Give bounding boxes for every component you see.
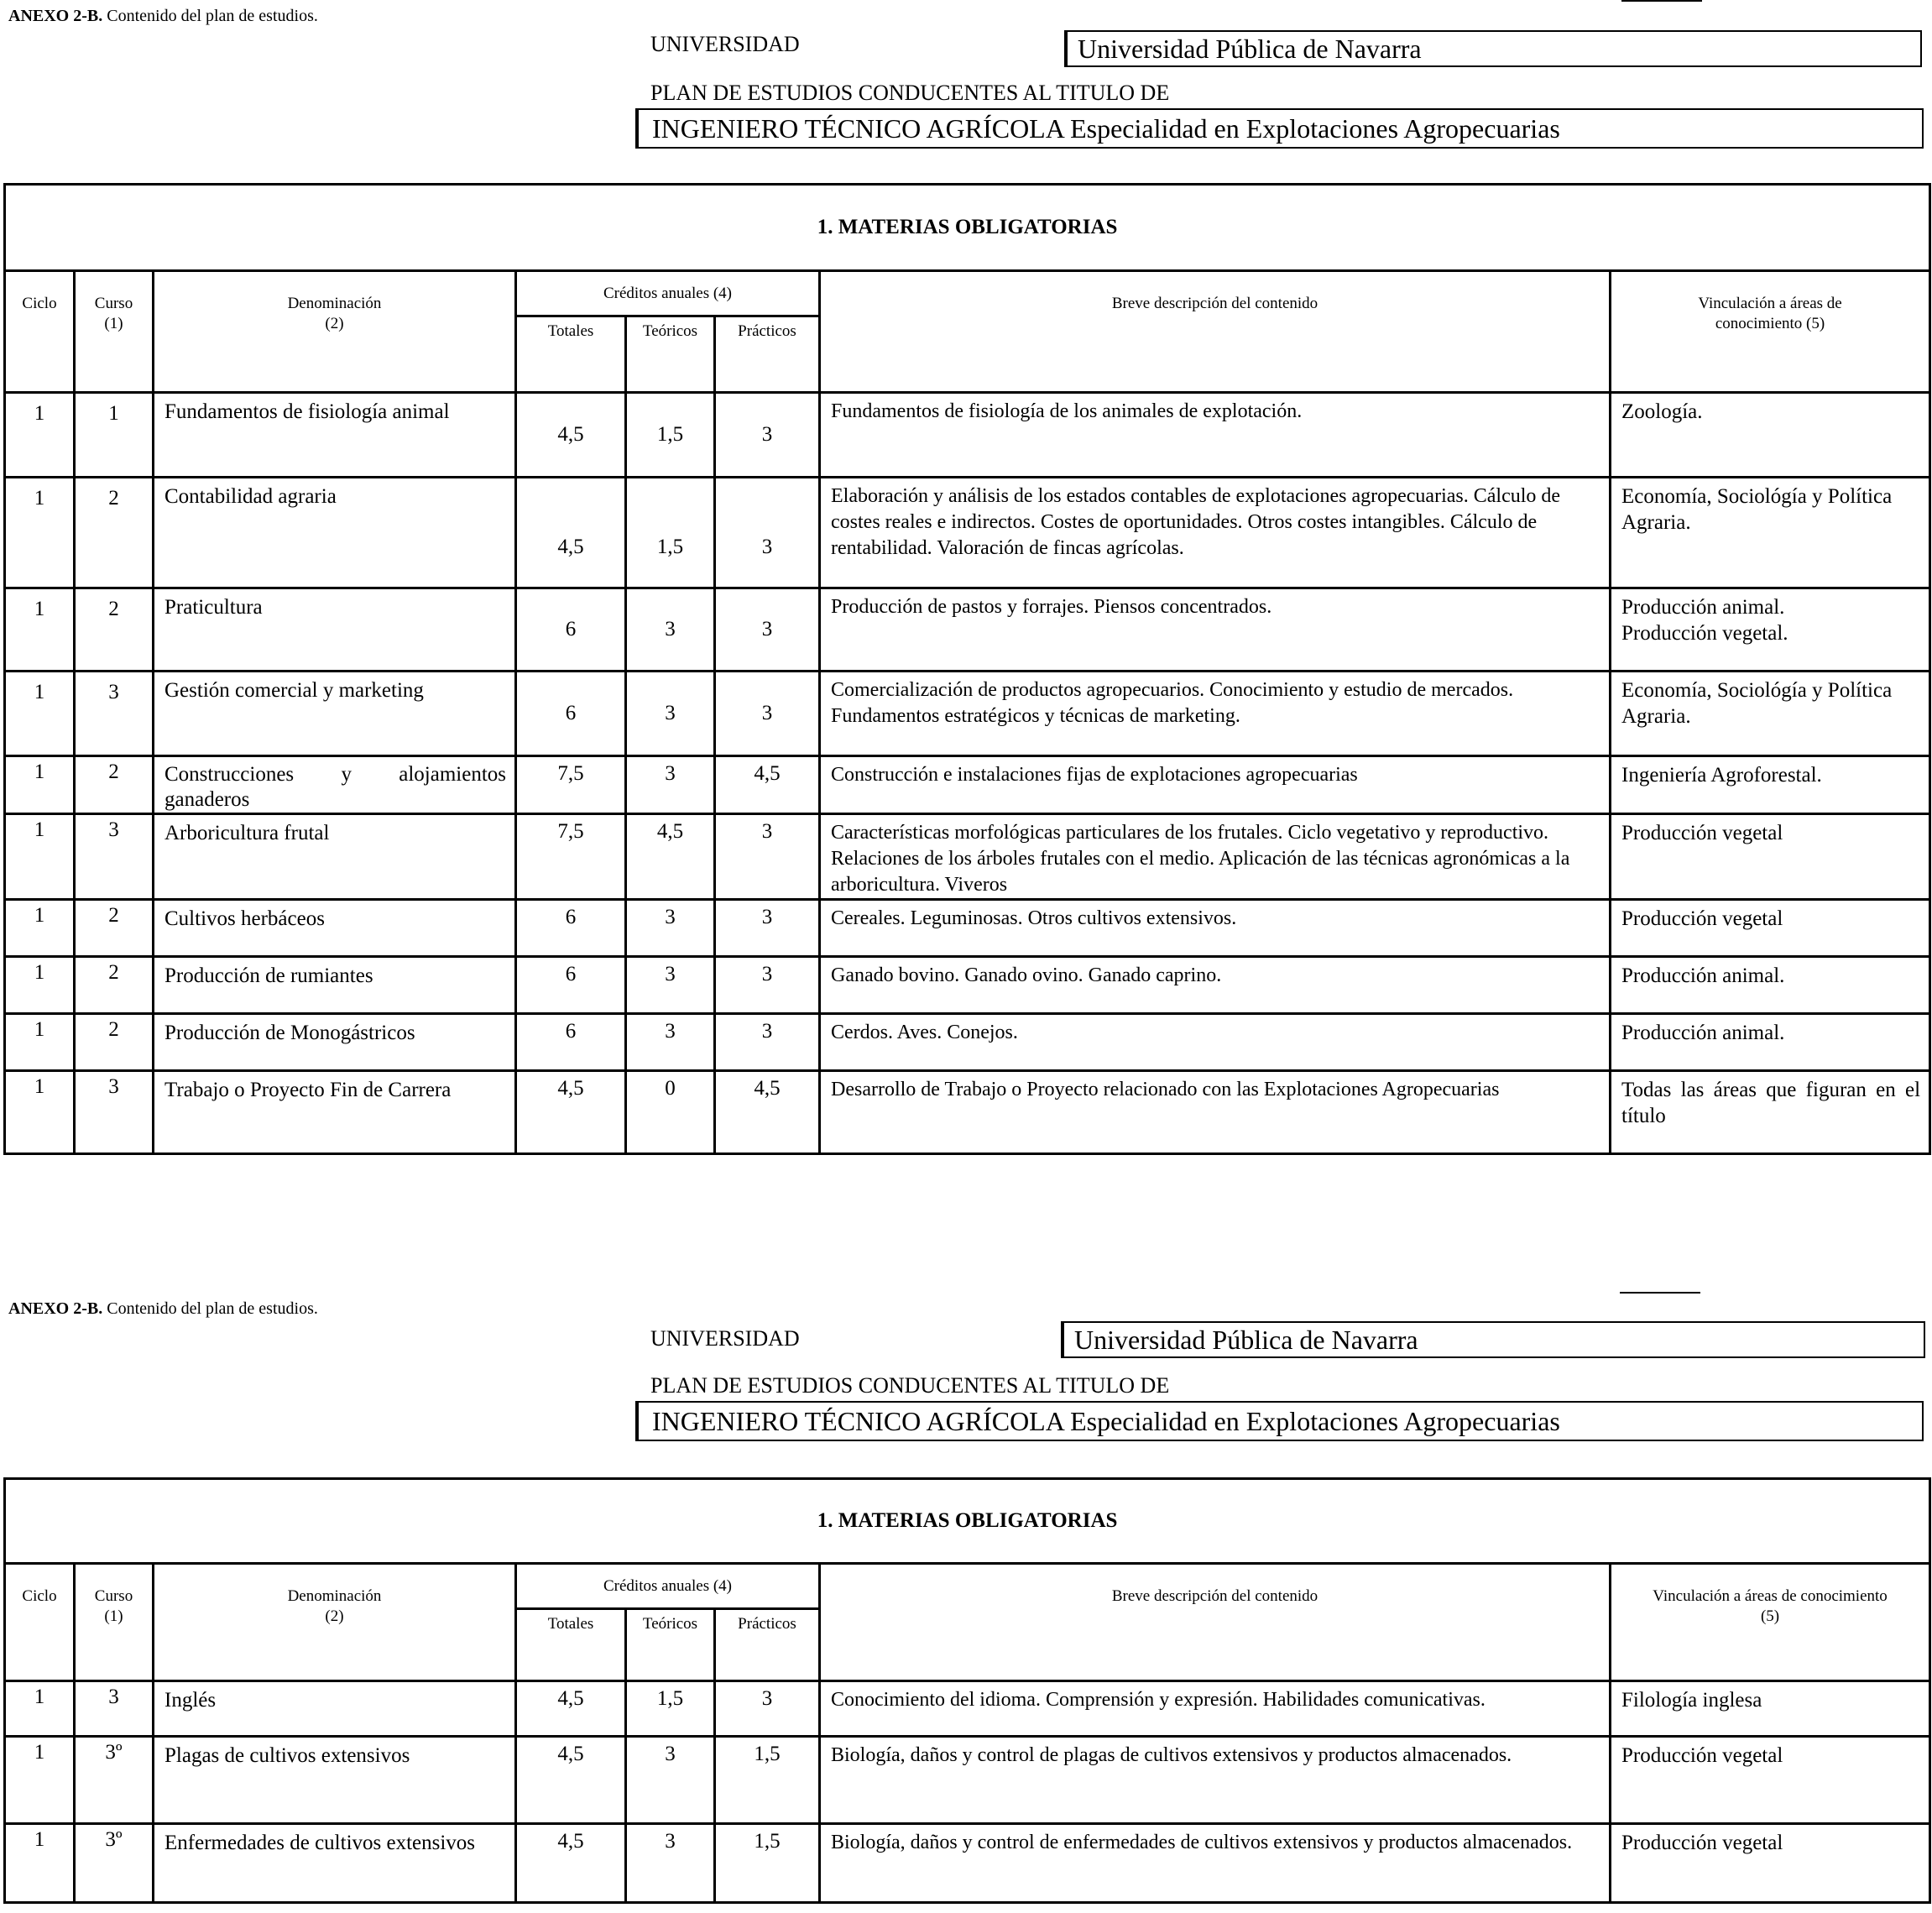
cell-denominacion: Enfermedades de cultivos extensivos (154, 1824, 516, 1903)
cell-descripcion: Desarrollo de Trabajo o Proyecto relacionado con las Explotaciones Agropecuarias (820, 1071, 1611, 1154)
cell-descripcion: Construcción e instalaciones fijas de explotaciones agropecuarias (820, 756, 1611, 814)
cell-ciclo: 1 (5, 393, 75, 478)
cell-curso: 2 (75, 957, 154, 1014)
table-row (5, 672, 1930, 756)
cell-teoricos: 1,5 (626, 478, 715, 588)
cell-denominacion: Gestión comercial y marketing (154, 672, 516, 756)
header-curso: Curso (1) (75, 1564, 154, 1681)
university-label: UNIVERSIDAD (650, 1326, 800, 1351)
cell-vinculacion: Producción animal. Producción vegetal. (1611, 588, 1930, 672)
header-teoricos: Teóricos (626, 316, 715, 393)
cell-denominacion: Cultivos herbáceos (154, 900, 516, 957)
cell-denominacion: Inglés (154, 1681, 516, 1737)
header-curso: Curso (1) (75, 271, 154, 393)
table-row (5, 588, 1930, 672)
cell-curso: 3 (75, 814, 154, 900)
cell-vinculacion: Producción animal. (1611, 957, 1930, 1014)
header-creditos: Créditos anuales (4) (516, 1564, 820, 1609)
cell-descripcion: Biología, daños y control de plagas de cultivos extensivos y productos almacenados. (820, 1737, 1611, 1824)
cell-practicos: 4,5 (715, 756, 820, 814)
cell-curso: 2 (75, 756, 154, 814)
degree-title-box: INGENIERO TÉCNICO AGRÍCOLA Especialidad en Explotaciones Agropecuarias (635, 108, 1924, 149)
cell-teoricos: 0 (626, 1071, 715, 1154)
cell-ciclo: 1 (5, 814, 75, 900)
cell-practicos: 3 (715, 478, 820, 588)
cell-descripcion: Comercialización de productos agropecuarios. Conocimiento y estudio de mercados. Fundamentos estratégicos y técnicas de marketing. (820, 672, 1611, 756)
cell-descripcion: Biología, daños y control de enfermedades de cultivos extensivos y productos almacenados. (820, 1824, 1611, 1903)
header-practicos: Prácticos (715, 316, 820, 393)
materias-table (3, 183, 1931, 1155)
materias-table (3, 1477, 1931, 1904)
header-teoricos: Teóricos (626, 1609, 715, 1681)
cell-teoricos: 3 (626, 1824, 715, 1903)
cell-denominacion: Producción de Monogástricos (154, 1014, 516, 1071)
cell-totales: 4,5 (516, 1737, 626, 1824)
university-value-box: Universidad Pública de Navarra (1061, 1321, 1925, 1358)
table-title: 1. MATERIAS OBLIGATORIAS (5, 1479, 1930, 1564)
cell-descripcion: Fundamentos de fisiología de los animales de explotación. (820, 393, 1611, 478)
cell-ciclo: 1 (5, 1014, 75, 1071)
cell-denominacion: Praticultura (154, 588, 516, 672)
cell-practicos: 4,5 (715, 1071, 820, 1154)
university-label: UNIVERSIDAD (650, 32, 800, 56)
header-vinculacion: Vinculación a áreas de conocimiento (5) (1611, 271, 1930, 393)
cell-denominacion: Plagas de cultivos extensivos (154, 1737, 516, 1824)
top-rule (1620, 1292, 1700, 1294)
cell-teoricos: 1,5 (626, 1681, 715, 1737)
cell-denominacion: Fundamentos de fisiología animal (154, 393, 516, 478)
cell-teoricos: 3 (626, 1737, 715, 1824)
cell-practicos: 3 (715, 672, 820, 756)
cell-totales: 6 (516, 588, 626, 672)
cell-totales: 4,5 (516, 393, 626, 478)
cell-descripcion: Características morfológicas particulares de los frutales. Ciclo vegetativo y reproductivo. Relaciones de los árboles frutales con el medio. Aplicación de las técnicas agronómicas a la arboricultura. Viveros (820, 814, 1611, 900)
cell-ciclo: 1 (5, 672, 75, 756)
cell-teoricos: 3 (626, 756, 715, 814)
table-row (5, 1681, 1930, 1737)
document-section-2 (0, 1286, 1932, 1913)
cell-totales: 6 (516, 957, 626, 1014)
cell-curso: 3 (75, 672, 154, 756)
cell-denominacion: Trabajo o Proyecto Fin de Carrera (154, 1071, 516, 1154)
header-ciclo: Ciclo (5, 1564, 75, 1681)
table-row (5, 957, 1930, 1014)
table-row (5, 756, 1930, 814)
header-practicos: Prácticos (715, 1609, 820, 1681)
header-denominacion: Denominación (2) (154, 1564, 516, 1681)
cell-denominacion: Contabilidad agraria (154, 478, 516, 588)
cell-teoricos: 3 (626, 957, 715, 1014)
cell-totales: 4,5 (516, 1071, 626, 1154)
cell-vinculacion: Economía, Sociológía y Política Agraria. (1611, 478, 1930, 588)
table-row (5, 1824, 1930, 1903)
cell-ciclo: 1 (5, 1737, 75, 1824)
cell-vinculacion: Ingeniería Agroforestal. (1611, 756, 1930, 814)
table-row (5, 1737, 1930, 1824)
cell-curso: 2 (75, 900, 154, 957)
cell-vinculacion: Producción vegetal (1611, 1824, 1930, 1903)
cell-totales: 7,5 (516, 814, 626, 900)
cell-vinculacion: Todas las áreas que figuran en el título (1611, 1071, 1930, 1154)
cell-ciclo: 1 (5, 1824, 75, 1903)
cell-descripcion: Conocimiento del idioma. Comprensión y expresión. Habilidades comunicativas. (820, 1681, 1611, 1737)
cell-totales: 7,5 (516, 756, 626, 814)
cell-curso: 3º (75, 1824, 154, 1903)
cell-ciclo: 1 (5, 756, 75, 814)
header-ciclo: Ciclo (5, 271, 75, 393)
cell-curso: 3 (75, 1681, 154, 1737)
cell-teoricos: 3 (626, 588, 715, 672)
cell-totales: 6 (516, 1014, 626, 1071)
cell-totales: 4,5 (516, 478, 626, 588)
cell-descripcion: Elaboración y análisis de los estados contables de explotaciones agropecuarias. Cálculo de costes reales e indirectos. Costes de oportunidades. Otros costes intangibles. Cálculo de rentabilidad. Valoración de fincas agrícolas. (820, 478, 1611, 588)
cell-practicos: 3 (715, 588, 820, 672)
cell-ciclo: 1 (5, 900, 75, 957)
cell-teoricos: 3 (626, 672, 715, 756)
cell-vinculacion: Zoología. (1611, 393, 1930, 478)
header-descripcion: Breve descripción del contenido (820, 1564, 1611, 1681)
cell-denominacion: Construcciones y alojamientos ganaderos (154, 756, 516, 814)
cell-practicos: 3 (715, 1014, 820, 1071)
table-row (5, 478, 1930, 588)
header-denominacion: Denominación (2) (154, 271, 516, 393)
cell-practicos: 3 (715, 393, 820, 478)
annex-label: ANEXO 2-B. Contenido del plan de estudios. (8, 1299, 318, 1318)
cell-practicos: 3 (715, 1681, 820, 1737)
cell-totales: 6 (516, 672, 626, 756)
degree-title-box: INGENIERO TÉCNICO AGRÍCOLA Especialidad en Explotaciones Agropecuarias (635, 1401, 1924, 1441)
cell-teoricos: 3 (626, 900, 715, 957)
cell-descripcion: Cerdos. Aves. Conejos. (820, 1014, 1611, 1071)
cell-curso: 3 (75, 1071, 154, 1154)
plan-label: PLAN DE ESTUDIOS CONDUCENTES AL TITULO DE (650, 1373, 1170, 1398)
header-descripcion: Breve descripción del contenido (820, 271, 1611, 393)
header-totales: Totales (516, 1609, 626, 1681)
cell-practicos: 1,5 (715, 1824, 820, 1903)
cell-descripcion: Ganado bovino. Ganado ovino. Ganado caprino. (820, 957, 1611, 1014)
cell-teoricos: 4,5 (626, 814, 715, 900)
header-vinculacion: Vinculación a áreas de conocimiento (5) (1611, 1564, 1930, 1681)
cell-ciclo: 1 (5, 957, 75, 1014)
cell-practicos: 3 (715, 814, 820, 900)
table-row (5, 1014, 1930, 1071)
table-row (5, 393, 1930, 478)
cell-vinculacion: Filología inglesa (1611, 1681, 1930, 1737)
cell-descripcion: Producción de pastos y forrajes. Piensos concentrados. (820, 588, 1611, 672)
cell-totales: 4,5 (516, 1681, 626, 1737)
cell-curso: 1 (75, 393, 154, 478)
cell-totales: 6 (516, 900, 626, 957)
cell-teoricos: 3 (626, 1014, 715, 1071)
header-totales: Totales (516, 316, 626, 393)
cell-vinculacion: Producción vegetal (1611, 1737, 1930, 1824)
cell-practicos: 3 (715, 957, 820, 1014)
cell-ciclo: 1 (5, 1681, 75, 1737)
cell-curso: 2 (75, 478, 154, 588)
cell-vinculacion: Producción vegetal (1611, 900, 1930, 957)
cell-ciclo: 1 (5, 1071, 75, 1154)
cell-ciclo: 1 (5, 588, 75, 672)
cell-curso: 2 (75, 1014, 154, 1071)
cell-denominacion: Producción de rumiantes (154, 957, 516, 1014)
table-row (5, 1071, 1930, 1154)
table-title: 1. MATERIAS OBLIGATORIAS (5, 185, 1930, 271)
cell-practicos: 1,5 (715, 1737, 820, 1824)
cell-denominacion: Arboricultura frutal (154, 814, 516, 900)
annex-label: ANEXO 2-B. Contenido del plan de estudios. (8, 7, 318, 25)
cell-ciclo: 1 (5, 478, 75, 588)
cell-totales: 4,5 (516, 1824, 626, 1903)
cell-vinculacion: Producción animal. (1611, 1014, 1930, 1071)
cell-vinculacion: Economía, Sociológía y Política Agraria. (1611, 672, 1930, 756)
cell-practicos: 3 (715, 900, 820, 957)
cell-descripcion: Cereales. Leguminosas. Otros cultivos extensivos. (820, 900, 1611, 957)
table-row (5, 900, 1930, 957)
cell-teoricos: 1,5 (626, 393, 715, 478)
top-rule (1621, 0, 1702, 2)
table-row (5, 814, 1930, 900)
cell-curso: 3º (75, 1737, 154, 1824)
cell-vinculacion: Producción vegetal (1611, 814, 1930, 900)
header-creditos: Créditos anuales (4) (516, 271, 820, 316)
university-value-box: Universidad Pública de Navarra (1064, 30, 1922, 67)
cell-curso: 2 (75, 588, 154, 672)
plan-label: PLAN DE ESTUDIOS CONDUCENTES AL TITULO DE (650, 81, 1170, 105)
